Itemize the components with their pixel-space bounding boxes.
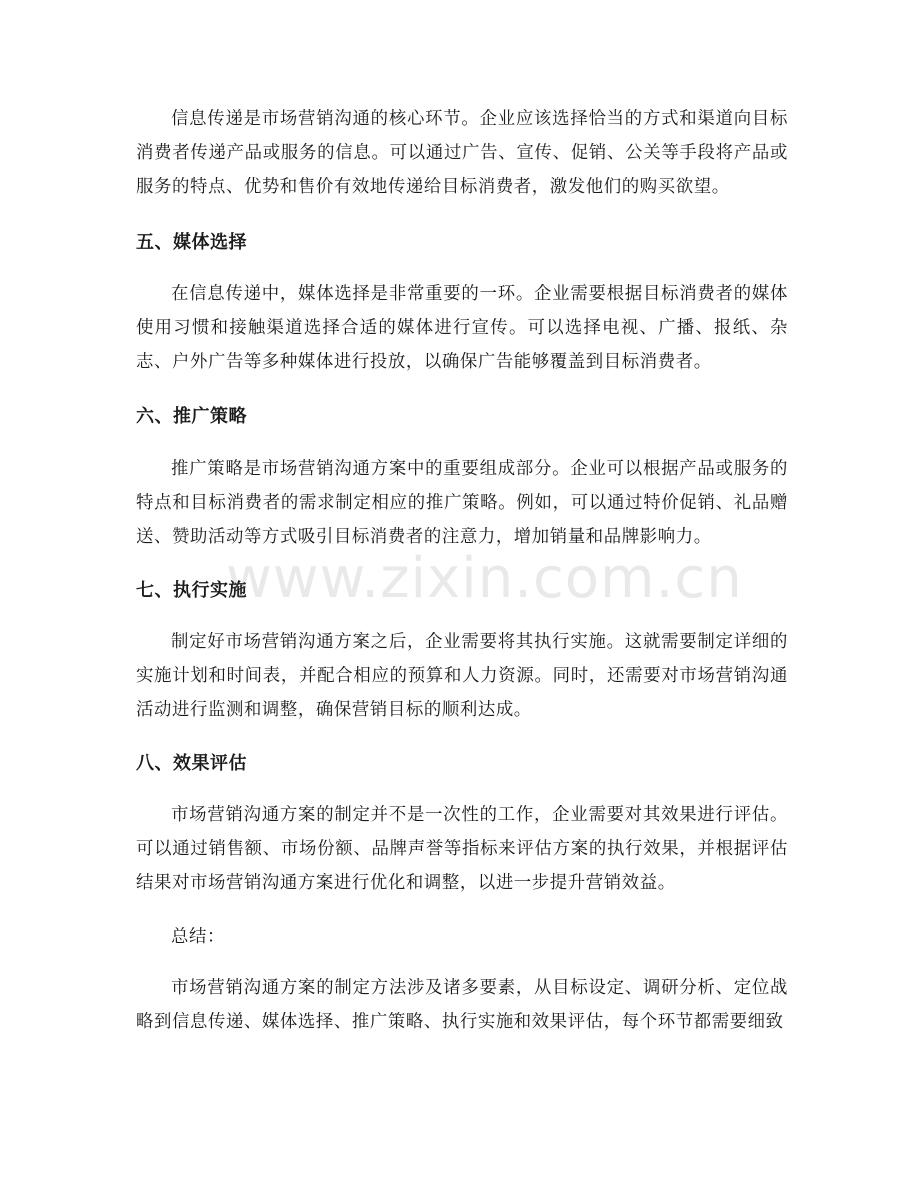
summary-label <box>136 920 788 954</box>
section-heading-evaluation <box>136 747 788 781</box>
paragraph-text: 制定好市场营销沟通方案之后，企业需要将其执行实施。这就需要制定详细的实施计划和时间表，并配合相应的预算和人力资源。同时，还需要对市场营销沟通活动进行监测和调整，确保营销目标的顺利达成。 <box>136 632 788 720</box>
paragraph-execution <box>136 625 788 727</box>
paragraph-summary <box>136 971 788 1039</box>
section-heading: 七、执行实施 <box>136 580 247 601</box>
paragraph-text: 信息传递是市场营销沟通的核心环节。企业应该选择恰当的方式和渠道向目标消费者传递产品或服务的信息。可以通过广告、宣传、促销、公关等手段将产品或服务的特点、优势和售价有效地传递给目标消费者，激发他们的购买欲望。 <box>136 109 788 197</box>
paragraph-text: 推广策略是市场营销沟通方案中的重要组成部分。企业可以根据产品或服务的特点和目标消费者的需求制定相应的推广策略。例如，可以通过特价促销、礼品赠送、赞助活动等方式吸引目标消费者的注意力，增加销量和品牌影响力。 <box>136 459 788 547</box>
section-heading-promotion-strategy <box>136 400 788 434</box>
section-heading-media-selection <box>136 226 788 260</box>
paragraph-information-delivery <box>136 102 788 204</box>
paragraph-text: 在信息传递中，媒体选择是非常重要的一环。企业需要根据目标消费者的媒体使用习惯和接触渠道选择合适的媒体进行宣传。可以选择电视、广播、报纸、杂志、户外广告等多种媒体进行投放，以确保广告能够覆盖到目标消费者。 <box>136 284 788 372</box>
paragraph-text: 市场营销沟通方案的制定并不是一次性的工作，企业需要对其效果进行评估。可以通过销售额、市场份额、品牌声誉等指标来评估方案的执行效果，并根据评估结果对市场营销沟通方案进行优化和调整，以进一步提升营销效益。 <box>136 805 788 893</box>
section-heading: 六、推广策略 <box>136 406 247 427</box>
summary-label-text: 总结： <box>171 927 225 947</box>
section-heading: 八、效果评估 <box>136 753 247 774</box>
paragraph-promotion-strategy <box>136 452 788 554</box>
paragraph-text: 市场营销沟通方案的制定方法涉及诸多要素，从目标设定、调研分析、定位战略到信息传递、媒体选择、推广策略、执行实施和效果评估，每个环节都需要细致 <box>136 978 788 1032</box>
watermark: www.zixin.com.cn <box>226 546 743 611</box>
section-heading: 五、媒体选择 <box>136 232 247 253</box>
paragraph-media-selection <box>136 277 788 379</box>
paragraph-evaluation <box>136 798 788 900</box>
section-heading-execution <box>136 574 788 608</box>
